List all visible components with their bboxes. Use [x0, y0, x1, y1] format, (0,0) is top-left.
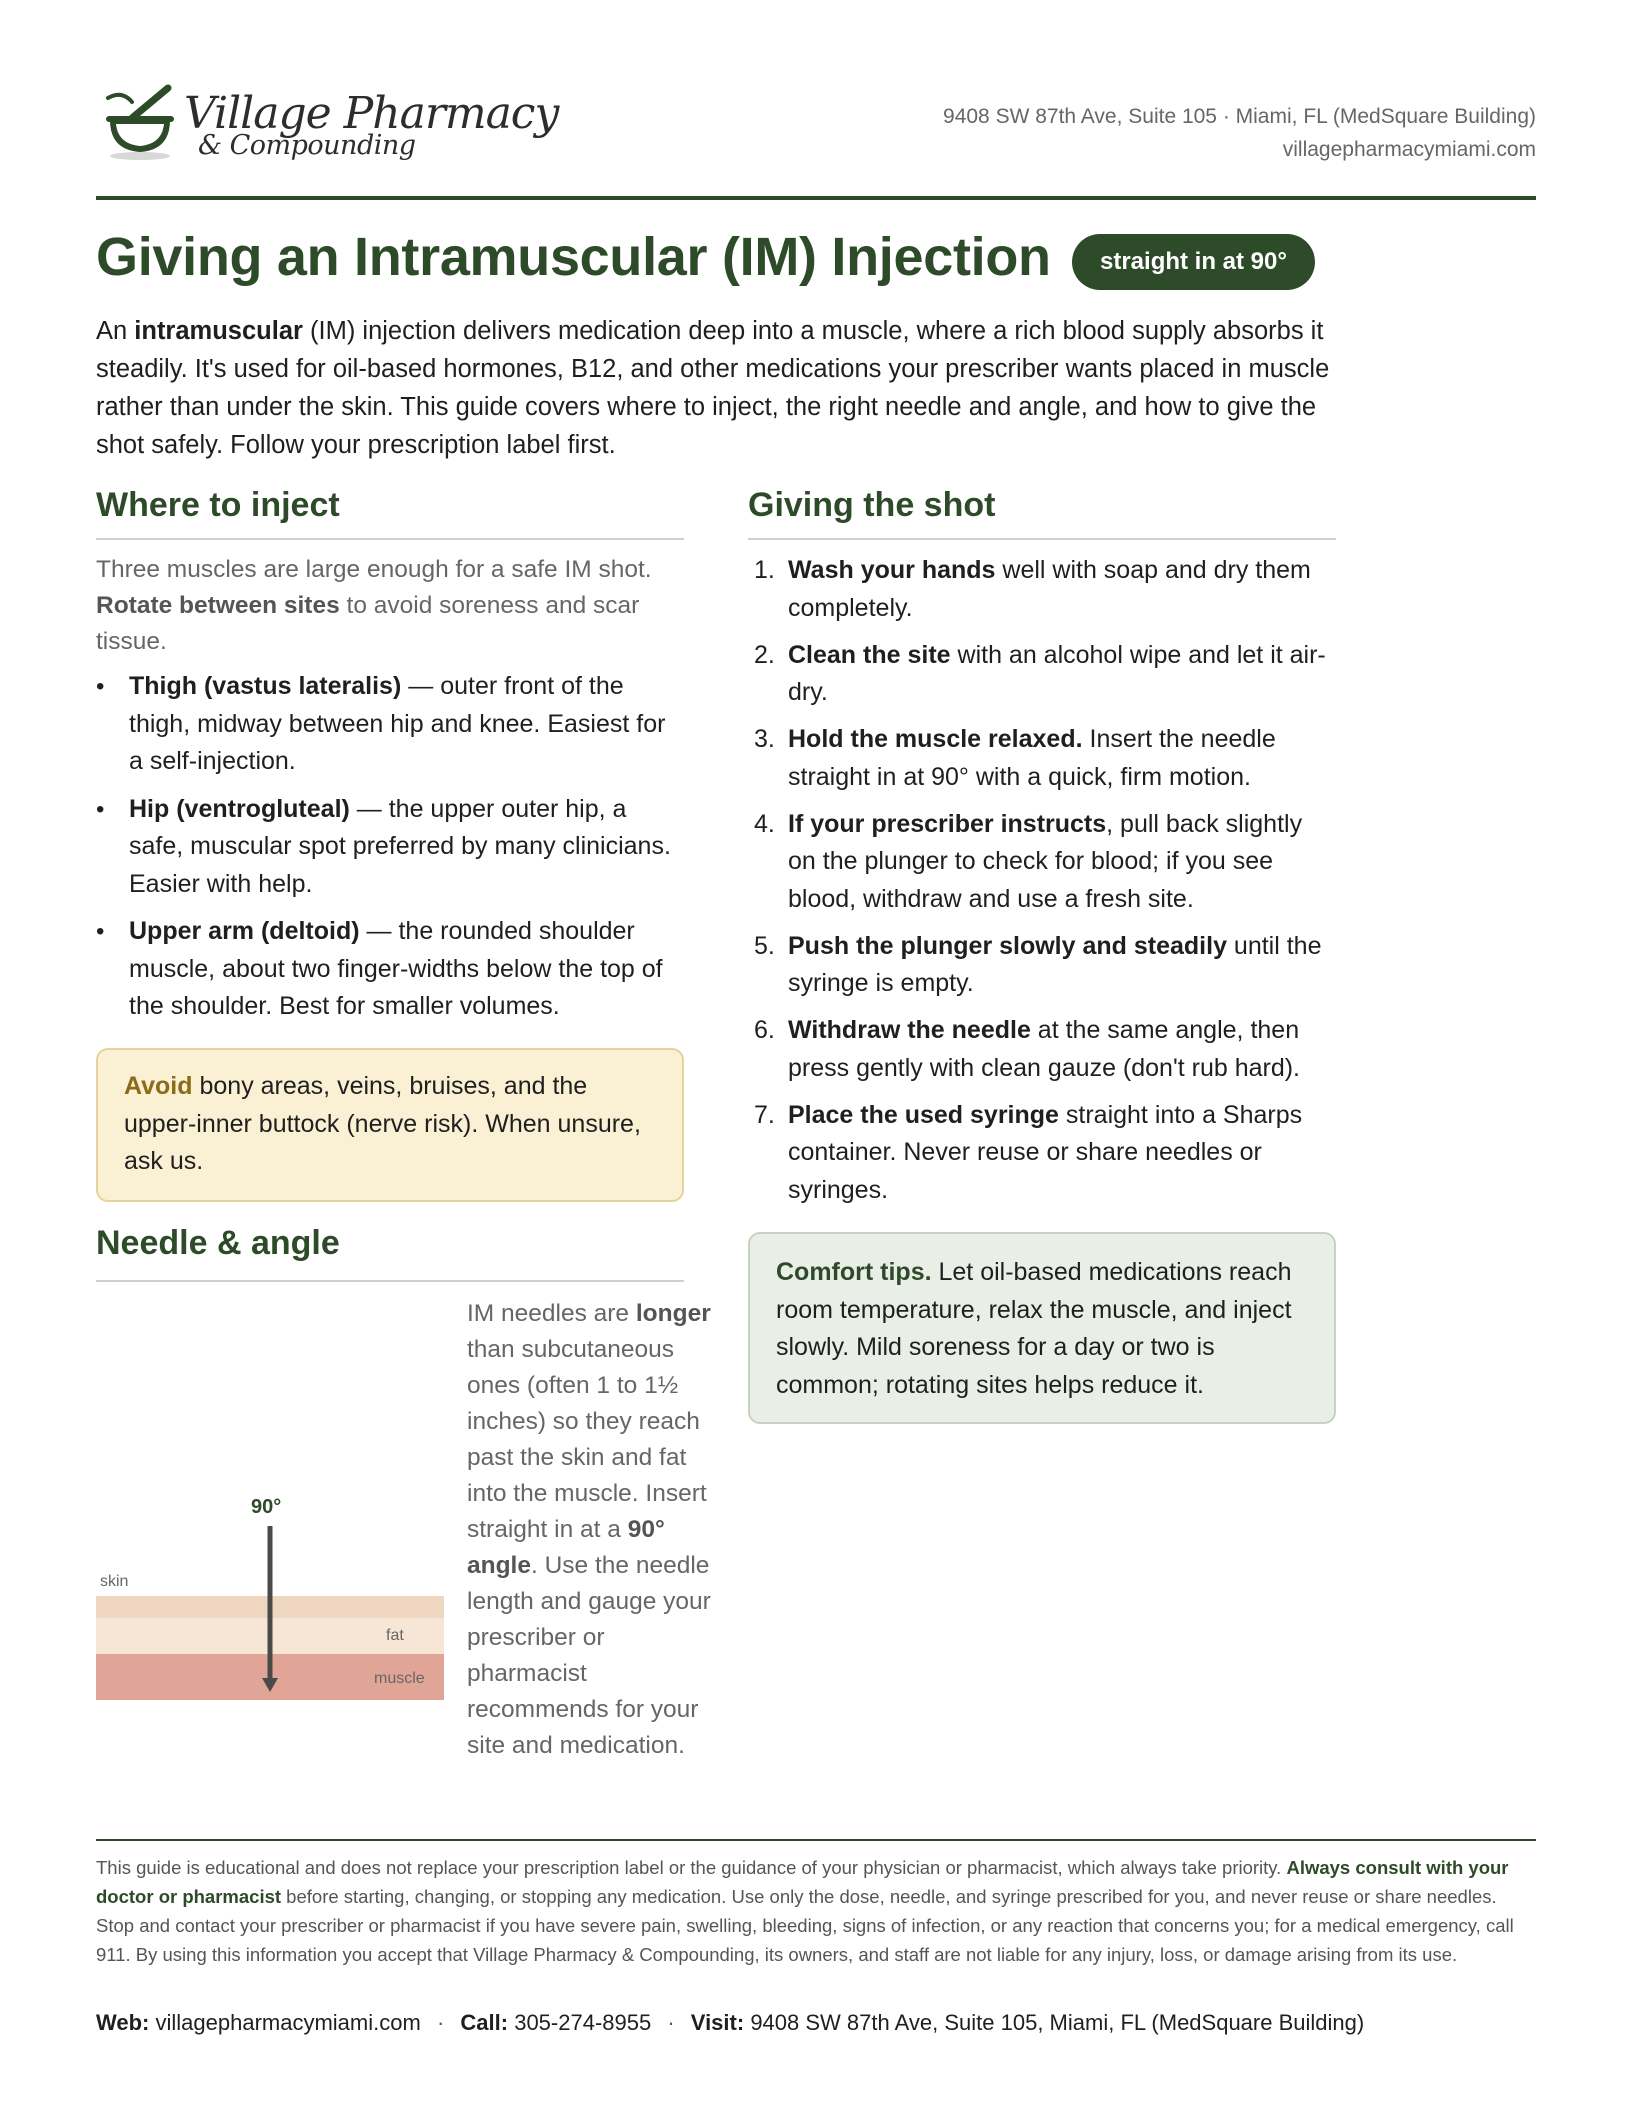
list-item [748, 1097, 1336, 1210]
step-title: If your prescriber instructs [788, 809, 1107, 838]
intro-paragraph [96, 312, 1336, 464]
needle-heading: Needle & angle [96, 1224, 340, 1262]
separator: · [667, 2010, 675, 2035]
header-website-link[interactable]: villagepharmacymiami.com [1282, 138, 1536, 161]
footer-contact [96, 2010, 1364, 2036]
avoid-callout [96, 1048, 684, 1202]
site-name: Thigh (vastus lateralis) [129, 672, 402, 700]
step-text: until the syringe is empty. [788, 931, 1322, 997]
list-item [96, 913, 684, 1026]
where-lead-text: Three muscles are large enough for a safe IM shot. [96, 556, 652, 583]
where-lead-text-rest: to avoid soreness and scar tissue. [96, 592, 640, 655]
avoid-text: bony areas, veins, bruises, and the upper-inner buttock (nerve risk). When unsure, ask us. [124, 1072, 641, 1175]
logo-name: Village Pharmacy [184, 88, 559, 139]
muscle-label: muscle [374, 1670, 425, 1687]
disclaimer-text-rest: before starting, changing, or stopping any medication. Use only the dose, needle, and syringe prescribed for you, and never reuse or share needles. Stop and contact your prescriber or pharmacist if you have severe pain, swelling, bleeding, signs of infection, or any reaction that concerns you; for a medical emergency, call 911. By using this information you accept that Village Pharmacy & Compounding, its owners, and staff are not liable for any injury, loss, or damage arising from its use. [96, 1886, 1514, 1965]
needle-bold-angle: 90° angle [467, 1516, 665, 1579]
mortar-pestle-icon [102, 84, 182, 164]
where-heading: Where to inject [96, 486, 340, 524]
step-number: 5. [754, 931, 775, 960]
visit-label: Visit: [690, 2010, 745, 2035]
list-item [748, 552, 1336, 627]
phone-link[interactable]: 305-274-8955 [514, 2010, 652, 2035]
step-title: Place the used syringe [788, 1100, 1059, 1129]
header-contact [943, 100, 1536, 166]
step-number: 1. [754, 556, 775, 584]
list-item [748, 637, 1336, 712]
needle-divider [96, 1280, 684, 1282]
where-divider [96, 538, 684, 540]
shot-heading: Giving the shot [748, 486, 996, 524]
angle-label: 90° [251, 1496, 282, 1518]
web-label: Web: [96, 2010, 150, 2035]
list-item [96, 791, 684, 904]
site-description: — the upper outer hip, a safe, muscular spot preferred by many clinicians. Easier with help. [129, 794, 671, 898]
intro-bold-term: intramuscular [134, 317, 303, 345]
site-name: Upper arm (deltoid) [129, 917, 360, 945]
step-title: Hold the muscle relaxed. [788, 725, 1083, 753]
list-item [96, 668, 684, 781]
skin-label: skin [100, 1573, 129, 1590]
site-description: — outer front of the thigh, midway between hip and knee. Easiest for a self-injection. [129, 672, 666, 775]
step-text: , pull back slightly on the plunger to check for blood; if you see blood, withdraw and use a fresh site. [788, 809, 1303, 913]
step-number: 7. [754, 1100, 775, 1129]
step-text: well with soap and dry them completely. [788, 556, 1311, 622]
intro-text: An [96, 317, 135, 345]
list-item [748, 928, 1336, 1003]
disclaimer-text: This guide is educational and does not replace your prescription label or the guidance of your physician or pharmacist, which always take priority. [96, 1857, 1287, 1878]
step-text: with an alcohol wipe and let it air-dry. [788, 640, 1326, 706]
step-text: at the same angle, then press gently with clean gauze (don't rub hard). [788, 1016, 1300, 1082]
step-title: Withdraw the needle [788, 1016, 1031, 1044]
step-title: Wash your hands [788, 556, 996, 584]
angle-badge: straight in at 90° [1072, 234, 1315, 290]
header-address: 9408 SW 87th Ave, Suite 105 · Miami, FL (MedSquare Building) [943, 105, 1536, 128]
list-item [748, 721, 1336, 796]
step-text: Insert the needle straight in at 90° with a quick, firm motion. [788, 725, 1276, 791]
tips-label: Comfort tips. [776, 1258, 932, 1286]
needle-description [467, 1296, 717, 1764]
header-divider [96, 196, 1536, 200]
needle-text-end: . Use the needle length and gauge your prescriber or pharmacist recommends for your site and medication. [467, 1552, 711, 1759]
tips-text: Let oil-based medications reach room temperature, relax the muscle, and inject slowly. Mild soreness for a day or two is common; rotating sites helps reduce it. [776, 1258, 1292, 1399]
shot-divider [748, 538, 1336, 540]
needle-text-middle: than subcutaneous ones (often 1 to 1½ inches) so they reach past the skin and fat into the muscle. Insert straight in at a [467, 1336, 707, 1543]
fat-label: fat [386, 1627, 404, 1644]
needle-angle-diagram [96, 1490, 446, 1720]
logo-subtitle: & Compounding [198, 130, 416, 161]
where-lead-bold: Rotate between sites [96, 592, 340, 619]
page [96, 0, 1536, 2112]
step-number: 4. [754, 809, 775, 838]
site-name: Hip (ventrogluteal) [129, 794, 350, 823]
list-item [748, 1012, 1336, 1087]
list-item [748, 806, 1336, 919]
disclaimer [96, 1853, 1536, 1969]
footer-website-link[interactable]: villagepharmacymiami.com [155, 2010, 421, 2035]
intro-text-rest: (IM) injection delivers medication deep into a muscle, where a rich blood supply absorbs it steadily. It's used for oil-based hormones, B12, and other medications your prescriber wants placed in muscle rather than under the skin. This guide covers where to inject, the right needle and angle, and how to give the shot safely. Follow your prescription label first. [96, 317, 1330, 459]
step-number: 6. [754, 1016, 775, 1044]
footer-divider [96, 1839, 1536, 1841]
page-title: Giving an Intramuscular (IM) Injection [96, 227, 1051, 287]
injection-sites-list [96, 668, 684, 1036]
step-title: Push the plunger slowly and steadily [788, 931, 1227, 960]
step-title: Clean the site [788, 640, 951, 669]
disclaimer-bold: Always consult with your doctor or pharmacist [96, 1857, 1509, 1907]
step-number: 2. [754, 640, 775, 669]
separator: · [436, 2010, 445, 2035]
site-description: — the rounded shoulder muscle, about two finger-widths below the top of the shoulder. Best for smaller volumes. [129, 917, 663, 1020]
avoid-label: Avoid [124, 1072, 193, 1100]
step-number: 3. [754, 725, 775, 753]
footer-address: 9408 SW 87th Ave, Suite 105, Miami, FL (MedSquare Building) [750, 2010, 1365, 2035]
needle-text: IM needles are [467, 1300, 636, 1327]
shot-steps-list [748, 552, 1336, 1219]
comfort-tips-callout [748, 1232, 1336, 1424]
needle-bold-longer: longer [635, 1300, 711, 1327]
step-text: straight into a Sharps container. Never reuse or share needles or syringes. [788, 1100, 1303, 1204]
call-label: Call: [460, 2010, 509, 2035]
pharmacy-logo[interactable] [102, 84, 559, 174]
where-lead [96, 552, 684, 660]
